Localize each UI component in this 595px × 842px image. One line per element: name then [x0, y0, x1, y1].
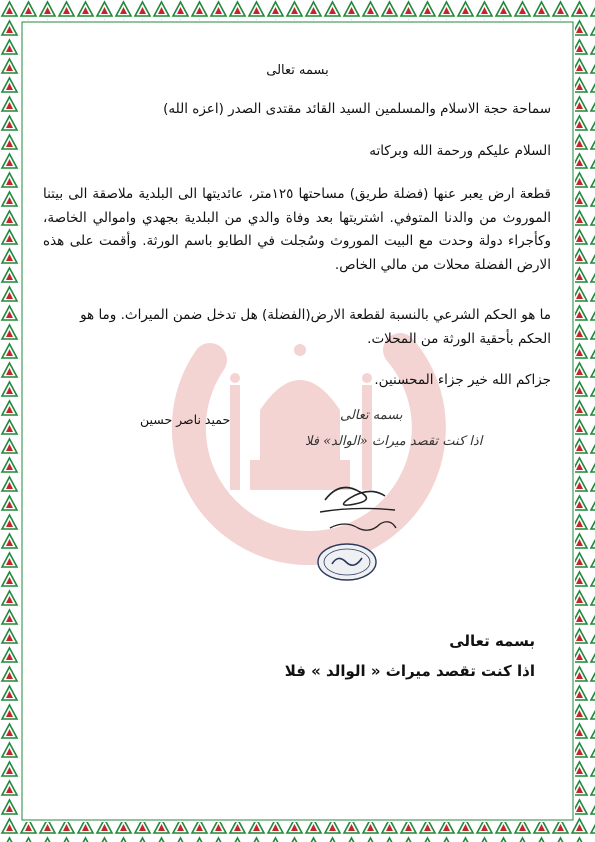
- closing-line: جزاكم الله خير جزاء المحسنين.: [374, 372, 551, 388]
- signer-name: حميد ناصر حسين: [140, 412, 231, 427]
- handwritten-basmala: بسمه تعالى: [340, 408, 403, 423]
- handwritten-signature: [300, 470, 410, 540]
- question-paragraph-2: ما هو الحكم الشرعي بالنسبة لقطعة الارض(الفضلة) هل تدخل ضمن الميراث. وما هو الحكم بأحقية الورثة من المحلات.: [80, 307, 551, 347]
- header-basmala: بسمه تعالى: [266, 63, 329, 78]
- handwritten-answer: اذا كنت تقصد ميراث «الوالد» فلا: [305, 434, 483, 449]
- addressee-line: سماحة حجة الاسلام والمسلمين السيد القائد مقتدى الصدر (اعزه الله): [163, 101, 551, 117]
- answer-title: بسمه تعالى: [449, 632, 535, 650]
- question-paragraph-1: قطعة ارض يعبر عنها (فضلة طريق) مساحتها ١٢٥متر، عائديتها الى البلدية ملاصقة الى بيتنا الموروث من والدنا المتوفي. اشتريتها بعد وفاة والدي من البلدية بجهدي واموالي الخاصة، وكأجراء دولة وحدت مع البيت الموروث وسُجلت في الطابو باسم الورثة. وأقمت على هذه الارض الفضلة محلات من مالي الخاص.: [43, 186, 551, 273]
- seal-stamp: [316, 542, 378, 582]
- greeting: السلام عليكم ورحمة الله وبركاته: [369, 143, 551, 159]
- answer-text: اذا كنت تقصد ميراث « الوالد » فلا: [284, 662, 535, 680]
